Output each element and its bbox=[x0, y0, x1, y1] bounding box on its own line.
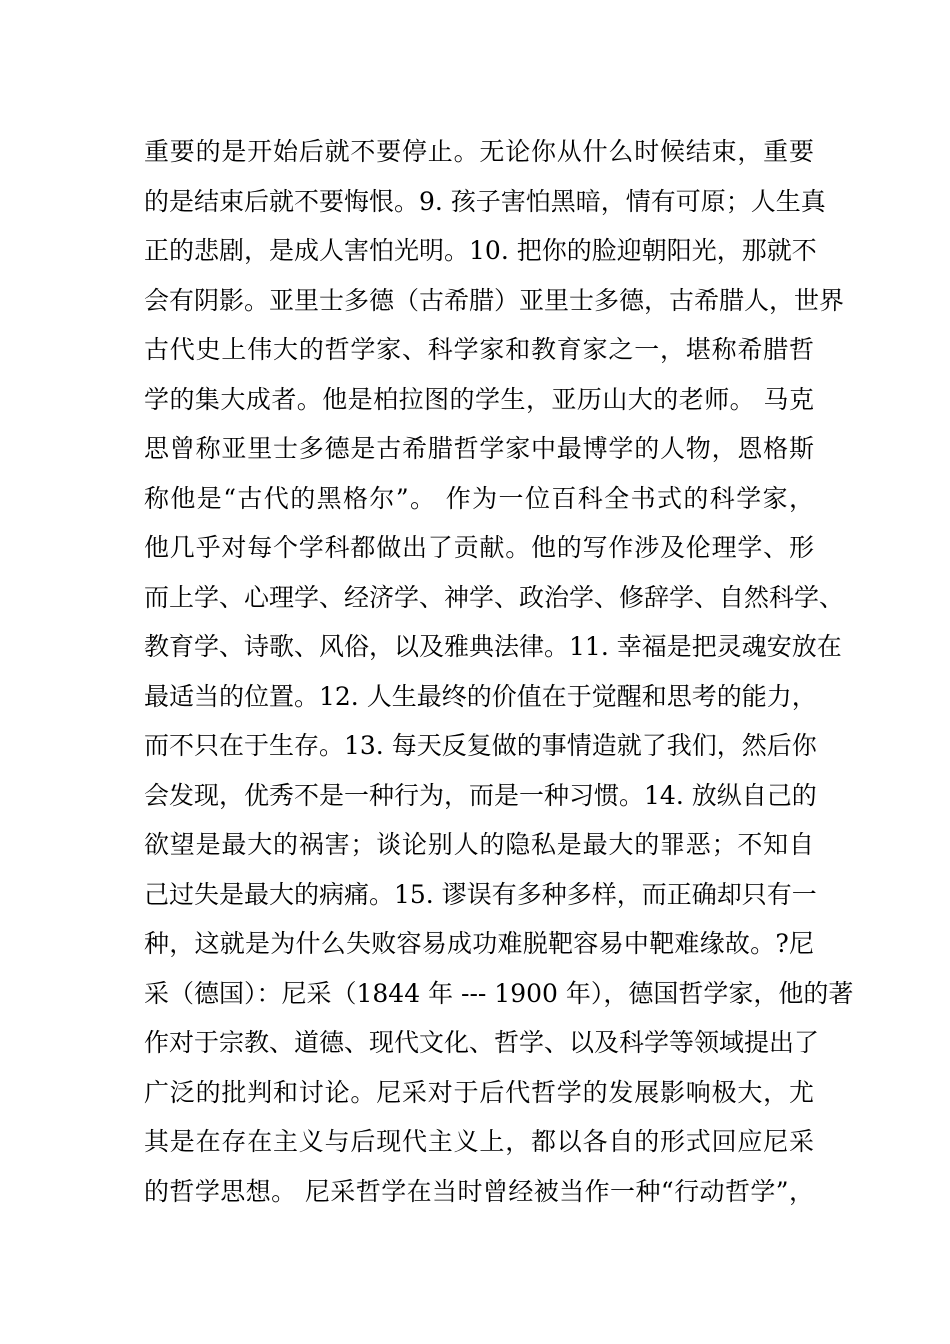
text-line: 己过失是最大的病痛。15. 谬误有多种多样，而正确却只有一 bbox=[144, 879, 817, 909]
text-line: 其是在存在主义与后现代主义上，都以各自的形式回应尼采 bbox=[144, 1127, 814, 1156]
text-line: 的是结束后就不要悔恨。9. 孩子害怕黑暗，情有可原；人生真 bbox=[144, 186, 826, 216]
text-line: 欲望是最大的祸害；谈论别人的隐私是最大的罪恶；不知自 bbox=[144, 830, 814, 859]
text-line: 的哲学思想。 尼采哲学在当时曾经被当作一种“行动哲学”， bbox=[144, 1176, 814, 1206]
text-line: 会发现，优秀不是一种行为，而是一种习惯。14. 放纵自己的 bbox=[144, 780, 817, 810]
text-line: 而不只在于生存。13. 每天反复做的事情造就了我们，然后你 bbox=[144, 731, 817, 760]
text-line: 学的集大成者。他是柏拉图的学生，亚历山大的老师。 马克 bbox=[144, 384, 814, 414]
text-line: 最适当的位置。12. 人生最终的价值在于觉醒和思考的能力， bbox=[144, 681, 817, 711]
text-line: 采（德国）：尼采（1844 年 --- 1900 年），德国哲学家，他的著 bbox=[144, 978, 854, 1008]
text-line: 他几乎对每个学科都做出了贡献。他的写作涉及伦理学、形 bbox=[144, 533, 814, 562]
text-line: 教育学、诗歌、风俗，以及雅典法律。11. 幸福是把灵魂安放在 bbox=[144, 632, 842, 661]
text-line: 重要的是开始后就不要停止。无论你从什么时候结束，重要 bbox=[144, 137, 814, 166]
text-line: 广泛的批判和讨论。尼采对于后代哲学的发展影响极大，尤 bbox=[144, 1077, 814, 1107]
text-line: 而上学、心理学、经济学、神学、政治学、修辞学、自然科学、 bbox=[144, 582, 845, 612]
text-line: 古代史上伟大的哲学家、科学家和教育家之一，堪称希腊哲 bbox=[144, 335, 814, 364]
text-line: 正的悲剧，是成人害怕光明。10. 把你的脸迎朝阳光，那就不 bbox=[144, 236, 817, 265]
text-line: 思曾称亚里士多德是古希腊哲学家中最博学的人物，恩格斯 bbox=[144, 434, 814, 463]
text-line: 会有阴影。亚里士多德（古希腊）亚里士多德，古希腊人，世界 bbox=[144, 285, 845, 315]
text-line: 作对于宗教、道德、现代文化、哲学、以及科学等领域提出了 bbox=[144, 1028, 820, 1057]
text-line: 种，这就是为什么失败容易成功难脱靶容易中靶难缘故。?尼 bbox=[144, 929, 814, 958]
text-line: 称他是“古代的黑格尔”。 作为一位百科全书式的科学家， bbox=[144, 483, 814, 513]
body-text bbox=[144, 127, 854, 1216]
